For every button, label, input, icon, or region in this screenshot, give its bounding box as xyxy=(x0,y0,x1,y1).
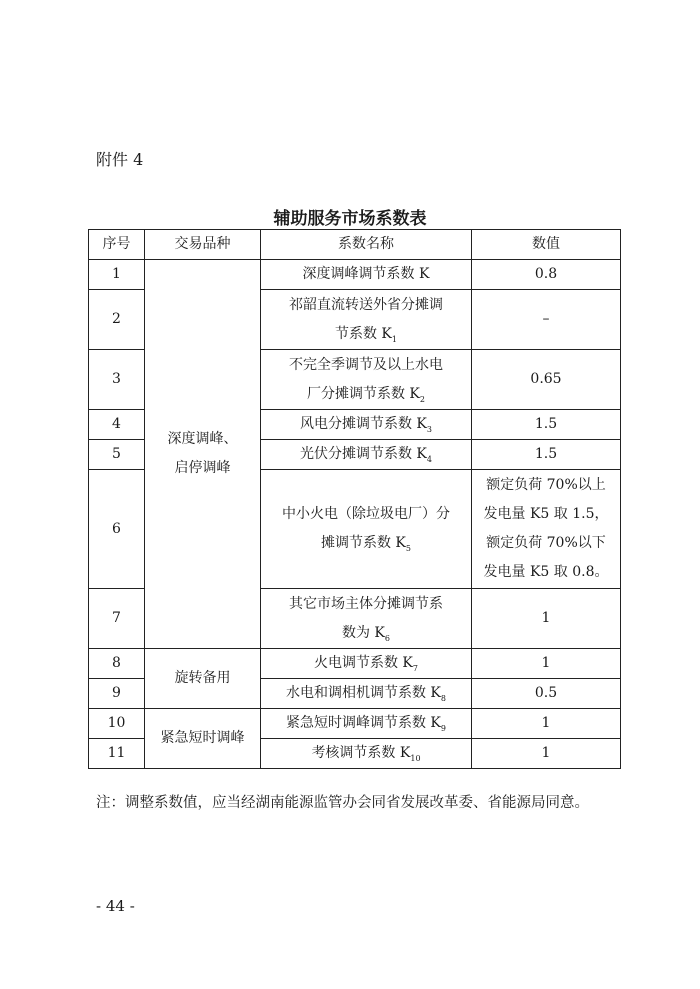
row-seq: 10 xyxy=(89,709,145,739)
row-name: 深度调峰调节系数 K xyxy=(261,260,472,290)
header-category: 交易品种 xyxy=(145,230,261,260)
header-row xyxy=(89,230,621,260)
row-seq: 7 xyxy=(89,589,145,649)
row-seq: 9 xyxy=(89,679,145,709)
row-value: 1 xyxy=(472,739,621,769)
page-number: - 44 - xyxy=(96,897,135,915)
row-value: 0.8 xyxy=(472,260,621,290)
row-seq: 5 xyxy=(89,440,145,470)
attachment-label: 附件 4 xyxy=(96,150,144,169)
footnote: 注：调整系数值，应当经湖南能源监管办会同省发展改革委、省能源局同意。 xyxy=(96,795,589,811)
row-value: 1 xyxy=(472,709,621,739)
header-value: 数值 xyxy=(472,230,621,260)
row-value: 1.5 xyxy=(472,410,621,440)
row-name: 火电调节系数 $K_7$ xyxy=(261,649,472,679)
row-name: 祁韶直流转送外省分摊调 节系数 $K_1$ xyxy=(261,290,472,350)
row-name: 紧急短时调峰调节系数 $K_9$ xyxy=(261,709,472,739)
header-seq: 序号 xyxy=(89,230,145,260)
row-seq: 8 xyxy=(89,649,145,679)
table-row xyxy=(89,709,621,739)
group-spinning-reserve: 旋转备用 xyxy=(145,649,261,709)
row-seq: 2 xyxy=(89,290,145,350)
row-name: 光伏分摊调节系数 $K_4$ xyxy=(261,440,472,470)
row-value: 1.5 xyxy=(472,440,621,470)
row-value: 额定负荷 70%以上 发电量 K5 取 1.5， 额定负荷 70%以下 发电量 K5 取 0.8。 xyxy=(472,470,621,589)
row-value: 0.5 xyxy=(472,679,621,709)
row-seq: 1 xyxy=(89,260,145,290)
row-name: 考核调节系数 $K_{10}$ xyxy=(261,739,472,769)
row-seq: 11 xyxy=(89,739,145,769)
row-seq: 3 xyxy=(89,350,145,410)
row-name: 其它市场主体分摊调节系 数为 $K_6$ xyxy=(261,589,472,649)
table-title: 辅助服务市场系数表 xyxy=(273,209,427,229)
row-seq: 6 xyxy=(89,470,145,589)
row-value: – xyxy=(472,290,621,350)
table-row xyxy=(89,260,621,290)
row-value: 1 xyxy=(472,589,621,649)
row-name: 不完全季调节及以上水电 厂分摊调节系数 $K_2$ xyxy=(261,350,472,410)
row-name: 风电分摊调节系数 $K_3$ xyxy=(261,410,472,440)
group-emergency-peak: 紧急短时调峰 xyxy=(145,709,261,769)
header-name: 系数名称 xyxy=(261,230,472,260)
table-row xyxy=(89,649,621,679)
row-value: 1 xyxy=(472,649,621,679)
row-name: 中小火电（除垃圾电厂）分 摊调节系数 $K_5$ xyxy=(261,470,472,589)
row-value: 0.65 xyxy=(472,350,621,410)
row-name: 水电和调相机调节系数 $K_8$ xyxy=(261,679,472,709)
coefficient-table xyxy=(88,229,621,769)
group-deep-peak: 深度调峰、 启停调峰 xyxy=(145,260,261,649)
row-seq: 4 xyxy=(89,410,145,440)
